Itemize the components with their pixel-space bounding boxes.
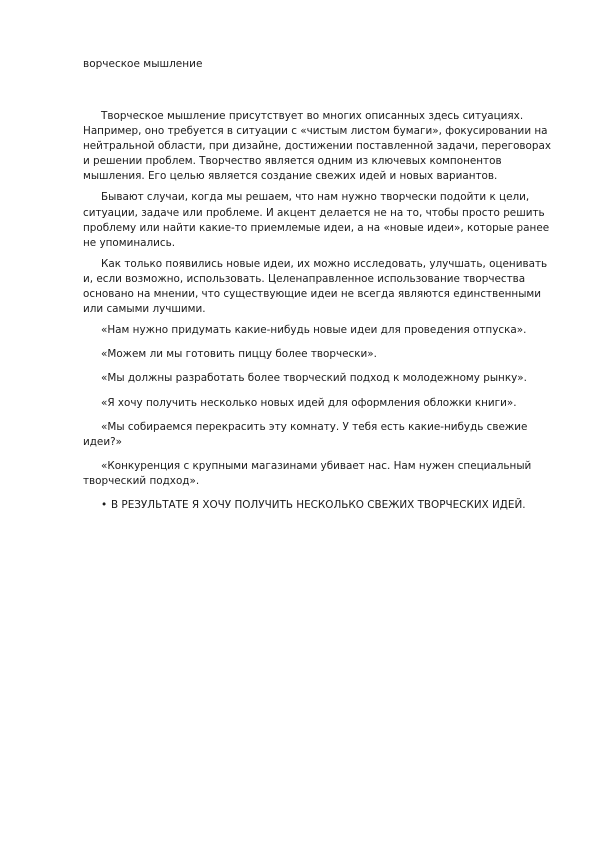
quote-book-cover: «Я хочу получить несколько новых идей для оформления обложки книги». — [101, 396, 517, 409]
quote-pizza: «Можем ли мы готовить пиццу более творчески». — [101, 348, 377, 361]
quote-competition: «Конкуренция с крупными магазинами убивает нас. Нам нужен специальный творческий подход». — [83, 459, 532, 487]
body-paragraph-2: Бывают случаи, когда мы решаем, что нам нужно творчески подойти к цели, ситуации, задаче или проблеме. И акцент делается не на то, чтобы просто решить проблему или найти какие-то приемлемые идеи, а на «новые идеи», которые ранее не упоминались. — [83, 191, 550, 249]
quote-youth-market: «Мы должны разработать более творческий подход к молодежному рынку». — [101, 372, 527, 385]
quote-vacation: «Нам нужно придумать какие-нибудь новые идеи для проведения отпуска». — [101, 324, 527, 337]
document-body — [83, 109, 553, 513]
body-paragraph-3: Как только появились новые идеи, их можно исследовать, улучшать, оценивать и, если возможно, использовать. Целенаправленное использование творчества основано на мнении, что существующие идеи не всегда являются единственными или самыми лучшими. — [83, 257, 548, 316]
bullet-icon: • — [101, 498, 108, 511]
final-statement-text: В РЕЗУЛЬТАТЕ Я ХОЧУ ПОЛУЧИТЬ НЕСКОЛЬКО СВЕЖИХ ТВОРЧЕСКИХ ИДЕЙ. — [111, 498, 526, 511]
final-statement — [83, 498, 553, 513]
page-heading: ворческое мышление — [83, 58, 203, 70]
body-paragraph-1: Творческое мышление присутствует во многих описанных здесь ситуациях. Например, оно требуется в ситуации с «чистым листом бумаги», фокусировании на нейтральной области, при дизайне, достижении поставленной задачи, переговорах и решении проблем. Творчество является одним из ключевых компонентов мышления. Его целью является создание свежих идей и новых вариантов. — [83, 110, 552, 183]
quote-room-repaint: «Мы собираемся перекрасить эту комнату. У тебя есть какие-нибудь свежие идеи?» — [83, 420, 528, 448]
